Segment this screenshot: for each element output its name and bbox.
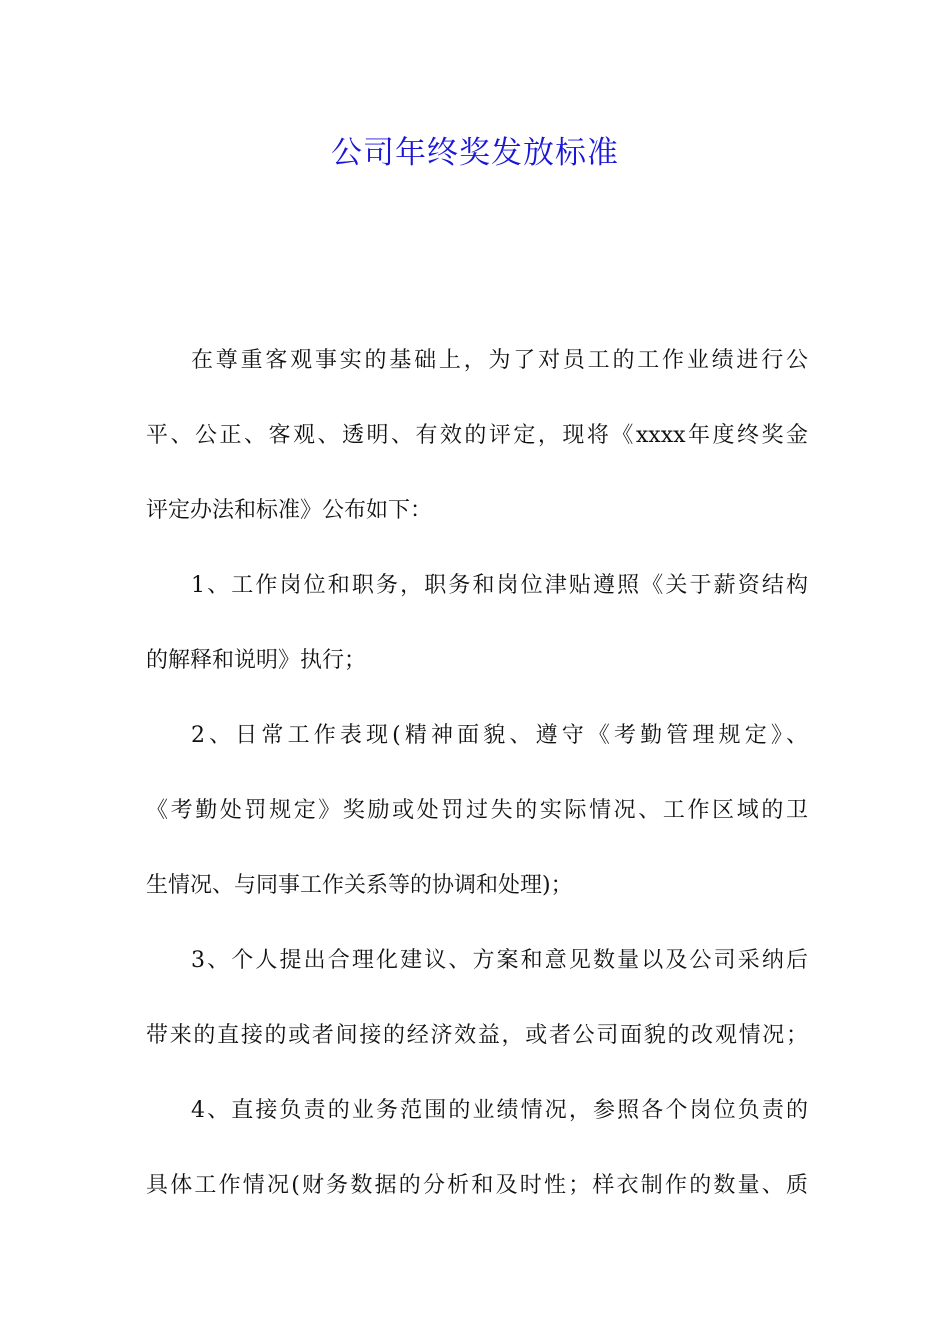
paragraph-item-4 — [146, 1086, 808, 1236]
paragraph-line: 3、个人提出合理化建议、方案和意见数量以及公司采纳后 — [191, 948, 808, 973]
paragraph-line: 在尊重客观事实的基础上，为了对员工的工作业绩进行公 — [191, 348, 808, 373]
paragraph-line: 1、工作岗位和职务，职务和岗位津贴遵照《关于薪资结构 — [191, 573, 808, 598]
document-body — [146, 336, 808, 1236]
paragraph-item-3 — [146, 936, 808, 1086]
paragraph-line: 2、日常工作表现(精神面貌、遵守《考勤管理规定》、 — [191, 723, 808, 748]
paragraph-line: 带来的直接的或者间接的经济效益，或者公司面貌的改观情况； — [146, 1023, 808, 1048]
paragraph-item-1 — [146, 561, 808, 711]
paragraph-line: 《考勤处罚规定》奖励或处罚过失的实际情况、工作区域的卫 — [146, 798, 808, 823]
paragraph-intro — [146, 336, 808, 561]
paragraph-line: 生情况、与同事工作关系等的协调和处理)； — [146, 873, 573, 898]
paragraph-line: 评定办法和标准》公布如下： — [146, 498, 433, 523]
paragraph-line: 具体工作情况(财务数据的分析和及时性；样衣制作的数量、质 — [146, 1173, 808, 1198]
paragraph-line: 平、公正、客观、透明、有效的评定，现将《xxxx年度终奖金 — [146, 423, 808, 448]
document-title: 公司年终奖发放标准 — [331, 135, 619, 171]
paragraph-line: 的解释和说明》执行； — [146, 648, 367, 673]
paragraph-line: 4、直接负责的业务范围的业绩情况，参照各个岗位负责的 — [191, 1098, 808, 1123]
paragraph-item-2 — [146, 711, 808, 936]
